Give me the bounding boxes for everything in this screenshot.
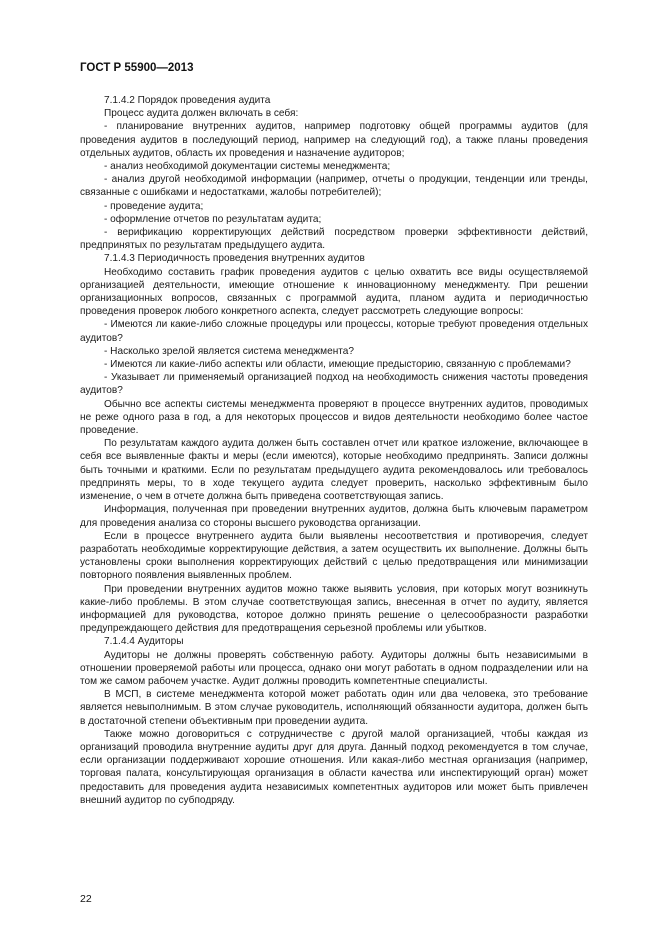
- standard-header: ГОСТ Р 55900—2013: [80, 62, 194, 74]
- paragraph: - Имеются ли какие-либо аспекты или области, имеющие предысторию, связанную с проблемами?: [104, 359, 571, 371]
- paragraph: Информация, полученная при проведении внутренних аудитов, должна быть ключевым параметром для проведения анализа со стороны высшего руководства организации.: [80, 504, 588, 529]
- section-heading: 7.1.4.3 Периодичность проведения внутренних аудитов: [104, 253, 365, 265]
- paragraph: Обычно все аспекты системы менеджмента проверяют в процессе внутренних аудитов, проводимых не реже одного раза в год, а для некоторых процессов и видов деятельности необходимо более частое проведение.: [80, 398, 588, 437]
- paragraph: - верификацию корректирующих действий посредством проверки эффективности действий, предпринятых по результатам предыдущего аудита.: [80, 227, 588, 252]
- paragraph: В МСП, в системе менеджмента которой может работать один или два человека, это требование является невыполнимым. В этом случае руководитель, исполняющий обязанности аудитора, должен быть в достаточной степени объективным при проведении аудита.: [80, 689, 588, 727]
- paragraph: При проведении внутренних аудитов можно также выявить условия, при которых могут возникнуть какие-либо проблемы. В этом случае соответствующая запись, внесенная в отчет по аудиту, является информацией для руководства, которое должно принять решение о целесообразности разработки предупреждающего действия для предотвращения серьезной проблемы или убытков.: [80, 583, 588, 635]
- paragraph: - проведение аудита;: [104, 200, 204, 212]
- section-heading: 7.1.4.2 Порядок проведения аудита: [104, 95, 271, 106]
- paragraph: Процесс аудита должен включать в себя:: [104, 108, 299, 120]
- paragraph: - Имеются ли какие-либо сложные процедуры или процессы, которые требуют проведения отдельных аудитов?: [80, 319, 588, 344]
- page-number: 22: [80, 893, 92, 905]
- paragraph: Необходимо составить график проведения аудитов с целью охватить все виды осуществляемой организацией деятельности, имеющие отношение к инновационному менеджменту. При решении организационных вопросов, связанных с программой аудита, планом аудита и периодичностью проведения проверок любого конкретного аспекта, следует рассмотреть следующие вопросы:: [80, 266, 588, 318]
- paragraph: - Указывает ли применяемый организацией подход на необходимость снижения частоты проведения аудитов?: [80, 372, 588, 397]
- paragraph: По результатам каждого аудита должен быть составлен отчет или краткое изложение, включающее в себя все выявленные факты и меры (если имеются), которые необходимо предпринять. Записи должны быть точными и краткими. Если по результатам предыдущего аудита рекомендовалось или требовалось предпринять меры, то в ходе текущего аудита следует проверить, насколько эффективным было изменение, о чем в отчете должна быть приведена соответствующая запись.: [80, 438, 588, 503]
- section-heading: 7.1.4.4 Аудиторы: [104, 636, 184, 648]
- paragraph: - анализ другой необходимой информации (например, отчеты о продукции, тенденции или тренды, связанные с ошибками и недостатками, жалобы потребителей);: [80, 174, 588, 199]
- paragraph: - Насколько зрелой является система менеджмента?: [104, 345, 355, 357]
- paragraph: Также можно договориться с сотрудничестве с другой малой организацией, чтобы каждая из организаций проводила внутренние аудиты друг для друга. Данный подход рекомендуется в том случае, если организации поддерживают хорошие отношения. Или какая-либо местная организация (например, торговая палата, консультирующая организация в области качества или инспектирующий орган) может предоставить для проведения аудита независимых компетентных аудиторов или может быть привлечен внешний аудитор по субподряду.: [80, 728, 588, 806]
- paragraph: - анализ необходимой документации системы менеджмента;: [104, 161, 391, 173]
- paragraph: - оформление отчетов по результатам аудита;: [104, 213, 322, 225]
- body-text: [80, 94, 588, 807]
- paragraph: - планирование внутренних аудитов, например подготовку общей программы аудитов (для проведения аудитов в последующий период, например на следующий год), а также планы проведения отдельных аудитов, область их проведения и назначение аудиторов;: [80, 121, 588, 159]
- paragraph: Если в процессе внутреннего аудита были выявлены несоответствия и противоречия, следует разработать необходимые корректирующие действия, а затем осуществить их выполнение. Должны быть установлены сроки выполнения корректирующих действий с целью предотвращения или минимизации повторного появления выявленных проблем.: [80, 530, 588, 582]
- paragraph: Аудиторы не должны проверять собственную работу. Аудиторы должны быть независимыми в отношении проверяемой работы или процесса, однако они могут работать в одном подразделении или на том же самом рабочем участке. Аудит должны проводить компетентные специалисты.: [80, 649, 588, 687]
